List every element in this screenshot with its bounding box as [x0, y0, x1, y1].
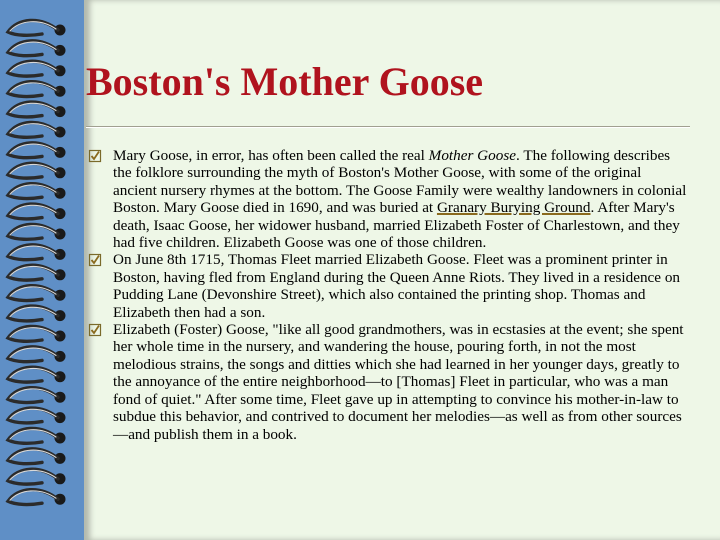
- checked-box-icon: [88, 253, 102, 267]
- title-divider: [86, 126, 690, 127]
- granary-burying-ground-link[interactable]: Granary Burying Ground: [436, 199, 591, 217]
- binding-ring: [8, 245, 66, 260]
- binding-ring: [8, 347, 66, 362]
- binding-ring: [8, 469, 66, 484]
- binding-ring: [8, 163, 66, 178]
- bullet-1-text-a: Mary Goose, in error, has often been called the real: [113, 147, 429, 164]
- bullet-item-2: [88, 251, 688, 321]
- binding-ring: [8, 20, 66, 35]
- binding-ring: [8, 286, 66, 301]
- bullet-item-3: [88, 321, 688, 443]
- binding-ring: [8, 388, 66, 403]
- binding-ring: [8, 367, 66, 382]
- bullet-item-1: [88, 147, 688, 251]
- binding-ring: [8, 143, 66, 158]
- binding-ring: [8, 265, 66, 280]
- slide-title: Boston's Mother Goose: [86, 59, 484, 104]
- bullet-list: [88, 147, 688, 443]
- binding-ring: [8, 306, 66, 321]
- binding-ring: [8, 428, 66, 443]
- bullet-1-text-b: . The following describes the folklore surrounding the myth of Boston's Mother Goose, with some of the original ancient nursery rhymes at the bottom. The Goose Family were wealthy landowners in colonial Boston. Mary Goose died in 1690, and was buried at: [113, 147, 687, 217]
- bullet-3-text: Elizabeth (Foster) Goose, "like all good grandmothers, was in ecstasies at the event; she spent her whole time in the nursery, and wandering the house, pouring forth, in not the most melodious strains, the songs and ditties which she had learned in her younger days, greatly to the annoyance of the entire neighborhood—to [Thomas] Fleet in particular, who was a man fond of quiet." After some time, Fleet gave up in attempting to convince his mother-in-law to subdue this behavior, and contrived to document her melodies—as well as from other sources—and publish them in a book.: [113, 321, 684, 443]
- binding-ring: [8, 490, 66, 505]
- checked-box-icon: [88, 323, 102, 337]
- binding-ring: [8, 82, 66, 97]
- binding-ring: [8, 102, 66, 117]
- binding-ring: [8, 224, 66, 239]
- spiral-binding-rings-icon: [0, 0, 84, 540]
- bullet-1-text-c: . After Mary's death, Isaac Goose, her widower husband, married Elizabeth Foster of Charlestown, and they had five children. Elizabeth Goose was one of those children.: [113, 199, 680, 252]
- binding-ring: [8, 61, 66, 76]
- checked-box-icon: [88, 149, 102, 163]
- binding-ring: [8, 41, 66, 56]
- binding-ring: [8, 184, 66, 199]
- binding-ring: [8, 449, 66, 464]
- binding-ring: [8, 326, 66, 341]
- bullet-1-italic-title: Mother Goose: [428, 147, 516, 164]
- bullet-2-text: On June 8th 1715, Thomas Fleet married Elizabeth Goose. Fleet was a prominent printer in Boston, having fled from England during the Queen Anne Riots. They lived in a residence on Pudding Lane (Devonshire Street), which also contained the printing shop. Thomas and Elizabeth then had a son.: [113, 251, 681, 321]
- binding-ring: [8, 408, 66, 423]
- binding-ring: [8, 122, 66, 137]
- binding-ring: [8, 204, 66, 219]
